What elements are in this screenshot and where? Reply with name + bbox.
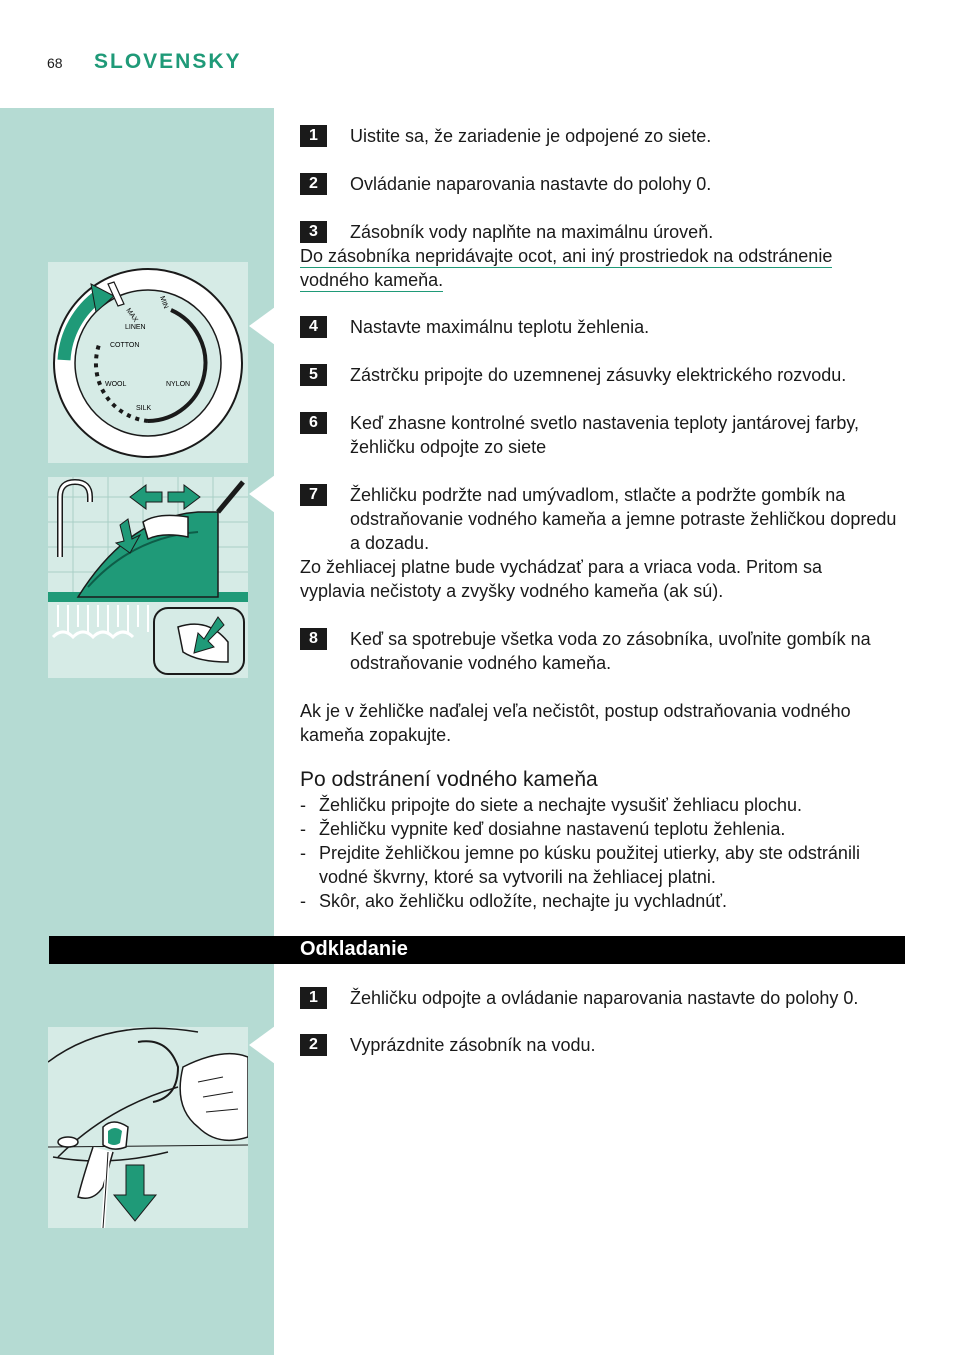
page-number: 68 — [47, 55, 63, 71]
after-descaling-list — [300, 793, 910, 913]
warning-note — [300, 244, 900, 292]
step-text: Keď sa spotrebuje všetka voda zo zásobníka, uvoľnite gombík na odstraňovanie vodného kameňa. — [350, 629, 871, 673]
dial-label-silk: SILK — [136, 405, 152, 412]
dial-label-linen: LINEN — [125, 324, 146, 331]
step-text: Uistite sa, že zariadenie je odpojené zo siete. — [350, 126, 712, 146]
step-number: 7 — [300, 484, 327, 506]
bullet-dash: - — [300, 891, 306, 911]
step-item — [300, 411, 910, 459]
step-item — [300, 1033, 910, 1057]
bullet-dash: - — [300, 843, 306, 863]
warning-line: vodného kameňa. — [300, 270, 444, 290]
storage-section-title: Odkladanie — [300, 938, 408, 960]
step-number: 6 — [300, 412, 327, 434]
after-descaling-heading: Po odstránení vodného kameňa — [300, 768, 598, 791]
iron-empty-pointer — [249, 1026, 275, 1064]
storage-section-bar — [49, 936, 905, 964]
step-text: Nastavte maximálnu teplotu žehlenia. — [350, 317, 650, 337]
language-title: SLOVENSKY — [94, 50, 242, 73]
step-number: 4 — [300, 316, 327, 338]
step-number: 3 — [300, 221, 327, 243]
repeat-note: Ak je v žehličke naďalej veľa nečistôt, postup odstraňovania vodného kameňa zopakujte. — [300, 701, 851, 745]
step-item — [300, 986, 930, 1010]
iron-sink-pointer — [249, 475, 275, 513]
step-number: 5 — [300, 364, 327, 386]
step-item — [300, 220, 910, 244]
step-text: Ovládanie naparovania nastavte do polohy 0. — [350, 174, 712, 194]
step-item — [300, 315, 910, 339]
dial-label-max: MAX — [124, 307, 139, 324]
list-item-text: Žehličku vypnite keď dosiahne nastavenú teplotu žehlenia. — [319, 819, 786, 839]
step-text: Keď zhasne kontrolné svetlo nastavenia teploty jantárovej farby, žehličku odpojte zo siete — [350, 413, 860, 457]
step-item — [300, 172, 910, 196]
step-number: 1 — [300, 987, 327, 1009]
step-text: Zástrčku pripojte do uzemnenej zásuvky elektrického rozvodu. — [350, 365, 847, 385]
dial-label-cotton: COTTON — [110, 342, 140, 349]
step-text: Žehličku podržte nad umývadlom, stlačte a podržte gombík na odstraňovanie vodného kameňa a jemne potraste žehličkou dopredu a dozadu. — [350, 485, 897, 553]
list-item — [300, 889, 910, 913]
dial-illustration — [48, 262, 248, 463]
step-number: 8 — [300, 628, 327, 650]
list-item-text: Skôr, ako žehličku odložíte, nechajte ju vychladnúť. — [319, 891, 727, 911]
step-item — [300, 363, 910, 387]
iron-empty-illustration — [48, 1027, 248, 1228]
step-text: Vyprázdnite zásobník na vodu. — [350, 1035, 596, 1055]
bullet-dash: - — [300, 795, 306, 815]
step-text: Žehličku odpojte a ovládanie naparovania nastavte do polohy 0. — [350, 988, 859, 1008]
list-item — [300, 793, 910, 817]
step-number: 2 — [300, 173, 327, 195]
bullet-dash: - — [300, 819, 306, 839]
temperature-dial-icon — [48, 262, 248, 463]
dial-label-min: MIN — [158, 295, 170, 310]
iron-over-sink-icon — [48, 477, 248, 678]
list-item-text: Žehličku pripojte do siete a nechajte vysušiť žehliacu plochu. — [319, 795, 803, 815]
list-item — [300, 841, 910, 889]
list-item — [300, 817, 910, 841]
warning-line: Do zásobníka nepridávajte ocot, ani iný prostriedok na odstránenie — [300, 246, 833, 266]
iron-sink-illustration — [48, 477, 248, 678]
step-number: 2 — [300, 1034, 327, 1056]
list-item-text: Prejdite žehličkou jemne po kúsku použitej utierky, aby ste odstránili vodné škvrny, ktoré sa vytvorili na žehliacej platni. — [319, 843, 860, 887]
steam-note: Zo žehliacej platne bude vychádzať para a vriaca voda. Pritom sa vyplavia nečistoty a zvyšky vodného kameňa (ak sú). — [300, 557, 823, 601]
step-item — [300, 124, 910, 148]
dial-pointer — [249, 307, 275, 345]
dial-label-nylon: NYLON — [166, 381, 191, 388]
dial-label-wool: WOOL — [105, 381, 127, 388]
iron-emptying-icon — [48, 1027, 248, 1228]
step-item — [300, 627, 910, 675]
step-number: 1 — [300, 125, 327, 147]
step-item — [300, 483, 910, 555]
step-text: Zásobník vody naplňte na maximálnu úroveň. — [350, 222, 714, 242]
